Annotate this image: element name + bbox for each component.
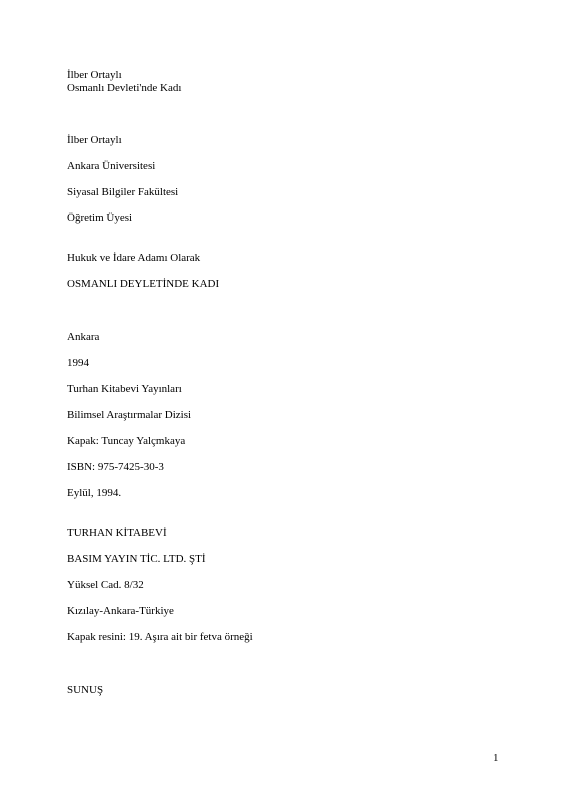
book-subtitle: Hukuk ve İdare Adamı Olarak (67, 252, 201, 264)
publication-date: Eylül, 1994. (67, 487, 122, 499)
publication-cover: Kapak: Tuncay Yalçmkaya (67, 435, 186, 447)
book-title: OSMANLI DEYLETİNDE KADI (67, 278, 220, 290)
publisher-address: Yüksel Cad. 8/32 (67, 579, 144, 591)
header-author: İlber Ortaylı (67, 69, 122, 81)
publisher-cover-note: Kapak resini: 19. Aşıra ait bir fetva örneği (67, 631, 253, 643)
author-position: Öğretim Üyesi (67, 212, 133, 224)
publication-year: 1994 (67, 357, 89, 369)
publisher-location: Kızılay-Ankara-Türkiye (67, 605, 174, 617)
author-faculty: Siyasal Bilgiler Fakültesi (67, 186, 179, 198)
publication-city: Ankara (67, 331, 100, 343)
author-name: İlber Ortaylı (67, 134, 122, 146)
author-university: Ankara Üniversitesi (67, 160, 156, 172)
header-title: Osmanlı Devleti'nde Kadı (67, 82, 182, 94)
publication-isbn: ISBN: 975-7425-30-3 (67, 461, 164, 473)
publisher-name: TURHAN KİTABEVİ (67, 527, 167, 539)
publication-publisher: Turhan Kitabevi Yayınları (67, 383, 182, 395)
page-number: 1 (493, 752, 499, 764)
publisher-company: BASIM YAYIN TİC. LTD. ŞTİ (67, 553, 206, 565)
section-heading: SUNUŞ (67, 684, 104, 696)
publication-series: Bilimsel Araştırmalar Dizisi (67, 409, 192, 421)
